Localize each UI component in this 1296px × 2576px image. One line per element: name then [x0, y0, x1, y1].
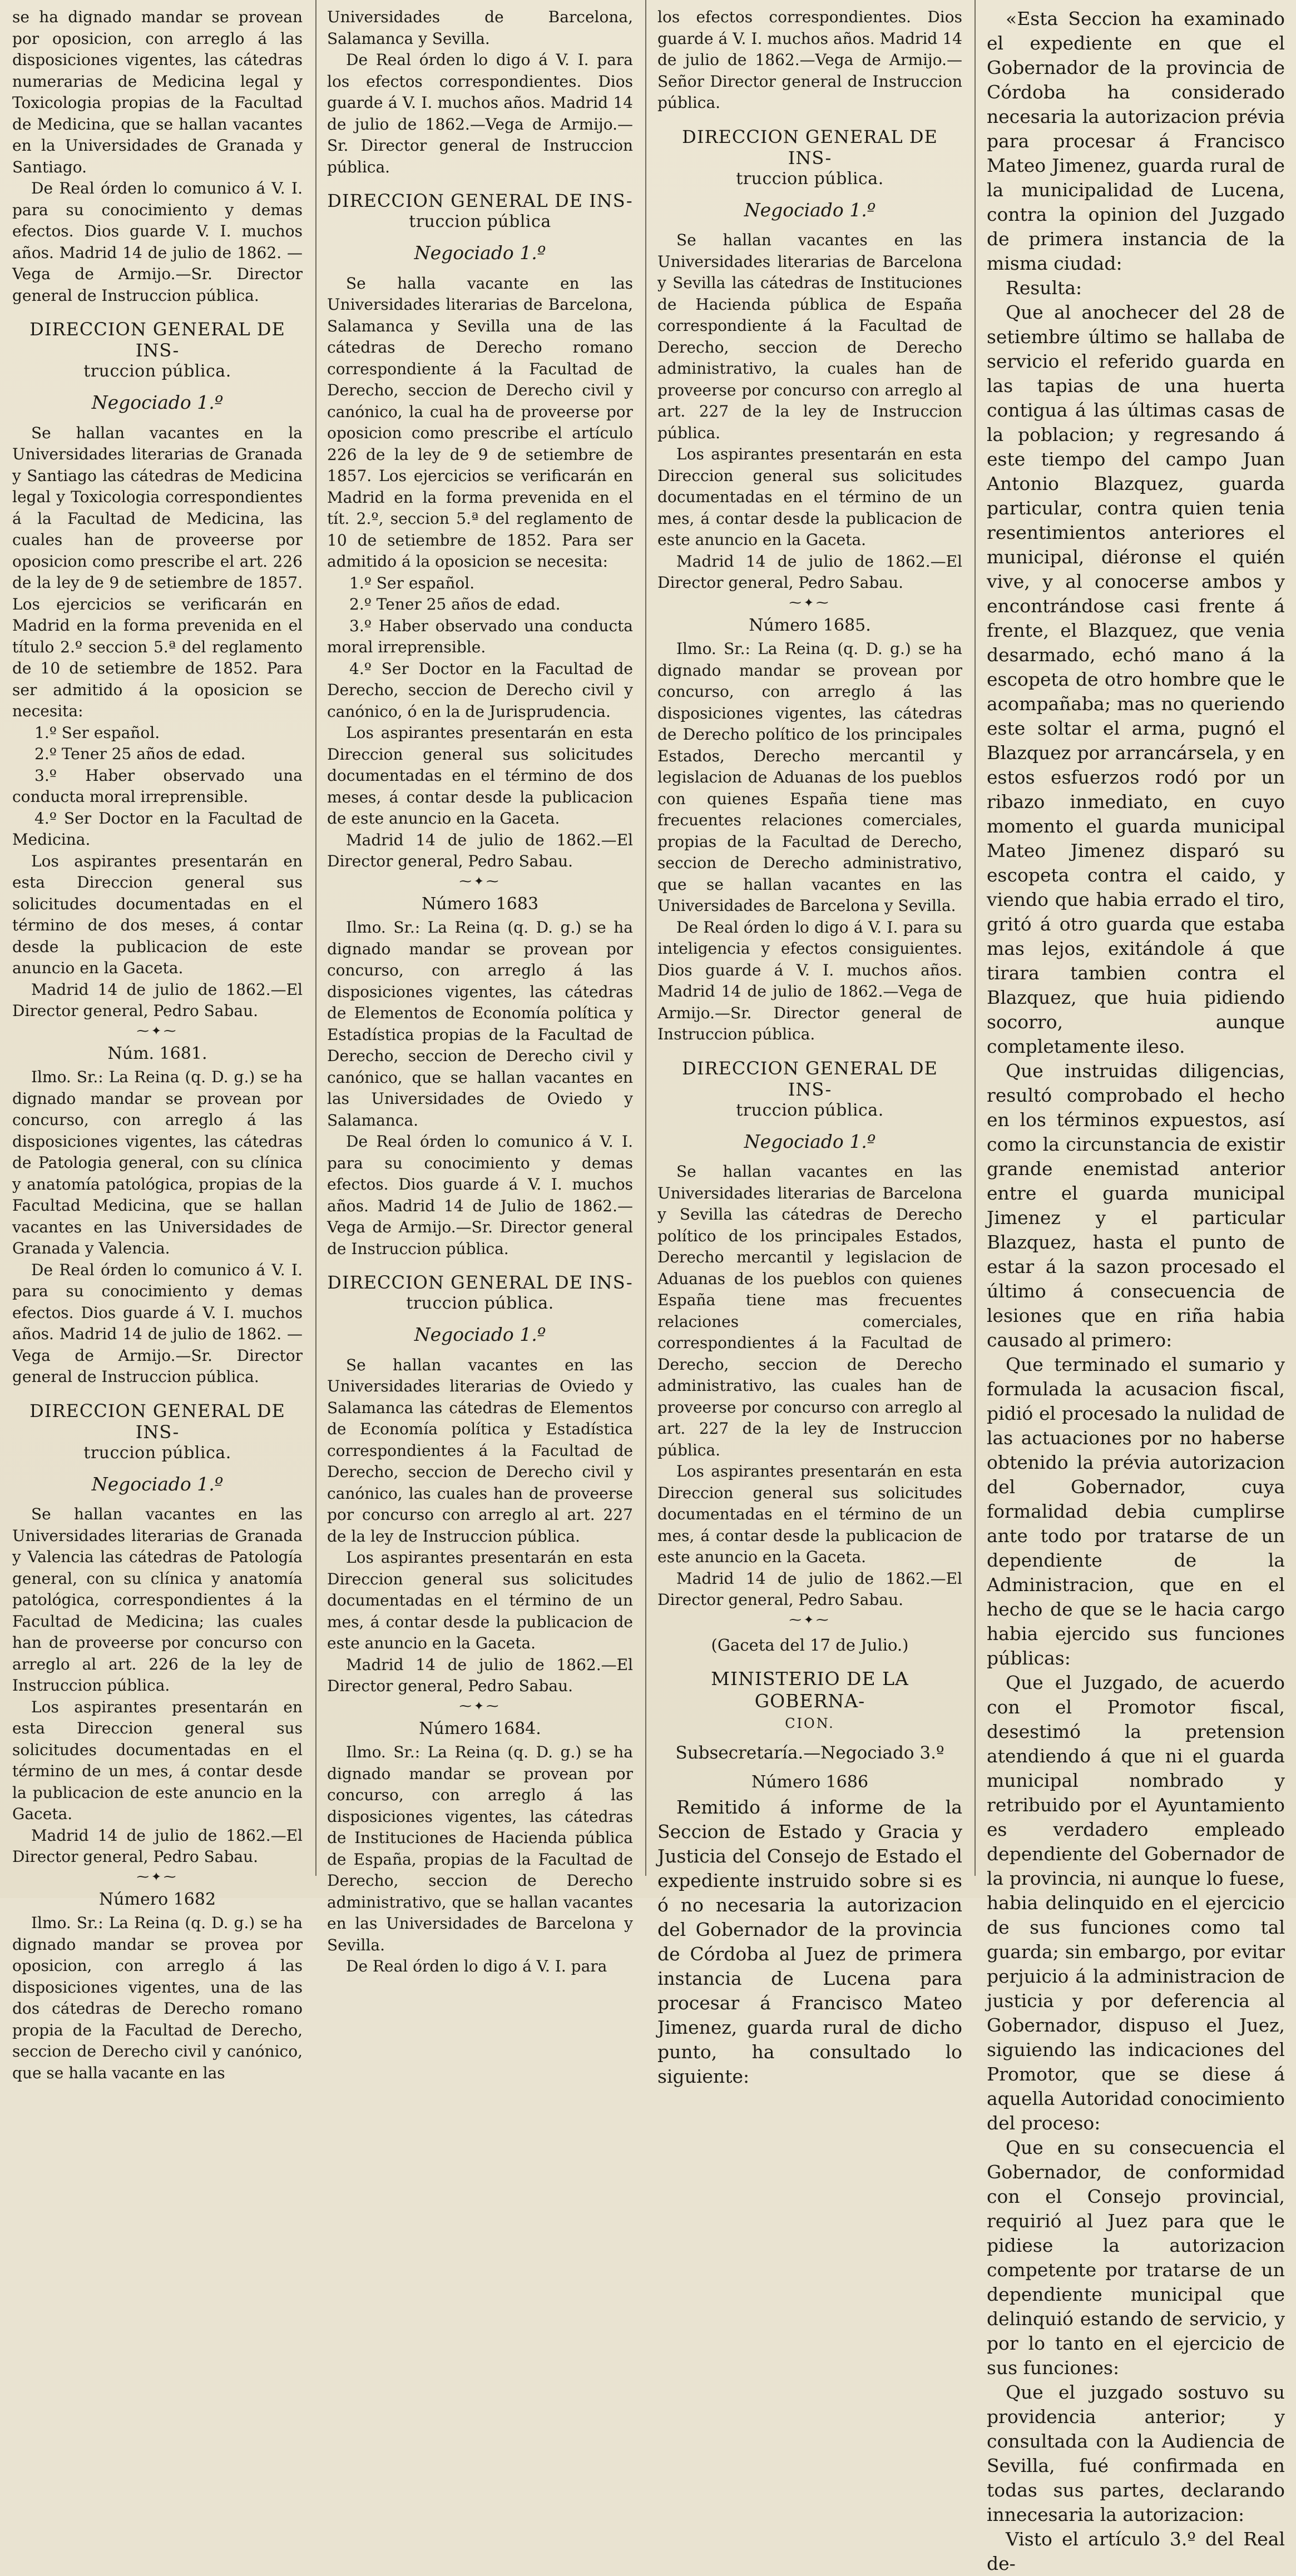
heading-subline: truccion pública. — [736, 169, 884, 189]
resulta-label: Resulta: — [1006, 277, 1082, 299]
signature-line: Madrid 14 de julio de 1862.—El Director general, Pedro Sabau. — [327, 830, 633, 870]
list-item: 4.º Ser Doctor en la Facultad de Medicina. — [12, 809, 303, 849]
ornament-rule: ⁓✦⁓ — [789, 1613, 831, 1627]
section-heading — [657, 126, 962, 190]
paragraph: De Real órden lo digo á V. I. para — [346, 1957, 607, 1975]
paragraph: «Esta Seccion ha examinado el expediente en que el Gobernador de la provincia de Córdoba ha considerado necesaria la autorizacion prévia para procesar á Francisco Mateo Jimenez, guarda rural de la municipalidad de Lucena, contra la opinion del Juzgado de primera instancia de la misma ciudad: — [987, 8, 1285, 274]
paragraph: Se halla vacante en las Universidades literarias de Barcelona, Salamanca y Sevilla una de las cátedras de Derecho romano correspondiente á la Facultad de Derecho, seccion de Derecho civil y canónico, la cual ha de proveerse por oposicion como prescribe el artículo 226 de la ley de 9 de setiembre de 1857. Los ejercicios se verificarán en Madrid en la forma prevenida en el tít. 2.º, seccion 5.ª del reglamento de 10 de setiembre de 1852. Para ser admitido á la oposicion se necesita: — [327, 274, 633, 571]
negociado-label: Negociado 1.º — [744, 199, 876, 221]
heading-line: DIRECCION GENERAL DE INS- — [682, 126, 938, 169]
paragraph: Se hallan vacantes en las Universidades literarias de Oviedo y Salamanca las cátedras de Elementos de Economía política y Estadística correspondientes á la Facultad de Derecho, seccion de Derecho civil y canónico, las cuales han de proveerse por concurso con arreglo al art. 227 de la ley de Instruccion pública. — [327, 1355, 633, 1545]
paragraph: Se hallan vacantes en las Universidades literarias de Granada y Valencia las cátedras de Patología general, con su clínica y anatomía patológica, correspondientes á la Facultad de Medicina; las cuales han de proveerse por concurso con arreglo al art. 226 de la ley de Instruccion pública. — [12, 1505, 303, 1695]
paragraph: se ha dignado mandar se provean por oposicion, con arreglo á las disposiciones vigentes, las cátedras numerarias de Medicina legal y Toxicologia propias de la Facultad de Medicina, que se hallan vacantes en la Universidades de Granada y Santiago. — [12, 8, 303, 176]
paragraph: De Real órden lo comunico á V. I. para su conocimiento y demas efectos. Dios guarde á V. I. muchos años. Madrid 14 de Julio de 1862.—Vega de Armijo.—Sr. Director general de Instruccion pública. — [327, 1132, 633, 1258]
paragraph: Ilmo. Sr.: La Reina (q. D. g.) se ha dignado mandar se provean por concurso, con arreglo á las disposiciones vigentes, las cátedras de Instituciones de Hacienda pública de España, propias de la Facultad de Derecho, seccion de Derecho administrativo, que se hallan vacantes en las Universidades de Barcelona y Sevilla. — [327, 1743, 633, 1954]
paragraph: Visto el artículo 3.º del Real de- — [987, 2528, 1285, 2574]
list-item: 3.º Haber observado una conducta moral irreprensible. — [12, 766, 303, 806]
negociado-label: Negociado 1.º — [414, 242, 546, 264]
heading-subline: CION. — [785, 1716, 835, 1731]
column-1 — [12, 7, 303, 2082]
paragraph: Se hallan vacantes en las Universidades literarias de Barcelona y Sevilla las cátedras de Instituciones de Hacienda pública de España correspondiente á la Facultad de Derecho, seccion de Derecho administrativo, la cuales han de proveerse por concurso con arreglo al art. 227 de la ley de Instruccion pública. — [657, 231, 962, 442]
list-item: 2.º Tener 25 años de edad. — [34, 745, 246, 763]
paragraph: Remitido á informe de la Seccion de Estado y Gracia y Justicia del Consejo de Estado el expediente instruido sobre si es ó no necesaria la autorizacion del Gobernador de la provincia de Córdoba al Juez de primera instancia de Lucena para procesar á Francisco Mateo Jimenez, guarda rural de dicho punto, ha consultado lo siguiente: — [657, 1796, 962, 2087]
paragraph: De Real órden lo comunico á V. I. para su conocimiento y demas efectos. Dios guarde á V. I. muchos años. Madrid 14 de julio de 1862. —Vega de Armijo.—Sr. Director general de Instruccion pública. — [12, 1260, 303, 1386]
paragraph: Se hallan vacantes en la Universidades literarias de Granada y Santiago las cátedras de Medicina legal y Toxicologia correspondientes á la Facultad de Medicina, las cuales han de proveerse por oposicion como prescribe el art. 226 de la ley de 9 de setiembre de 1857. Los ejercicios se verificarán en Madrid en la forma prevenida en el título 2.º seccion 5.ª del reglamento de 10 de setiembre de 1852. Para ser admitido á la oposicion se necesita: — [12, 423, 303, 720]
paragraph: De Real órden lo digo á V. I. para los efectos correspondientes. Dios guarde á V. I. muchos años. Madrid 14 de julio de 1862.—Vega de Armijo.—Sr. Director general de Instruccion pública. — [327, 51, 633, 176]
heading-line: DIRECCION GENERAL DE INS- — [327, 190, 633, 211]
paragraph: Los aspirantes presentarán en esta Direccion general sus solicitudes documentadas en el término de un mes, á contar desde la publicacion de este anuncio en la Gaceta. — [657, 1462, 962, 1566]
paragraph: Que el juzgado sostuvo su providencia anterior; y consultada con la Audiencia de Sevilla, fué confirmada en todas sus partes, declarando innecesaria la autorizacion: — [987, 2381, 1285, 2525]
signature-line: Madrid 14 de julio de 1862.—El Director general, Pedro Sabau. — [657, 1569, 962, 1609]
signature-line: Madrid 14 de julio de 1862.—El Director general, Pedro Sabau. — [657, 552, 962, 592]
column-2 — [327, 7, 633, 1975]
column-rule — [975, 0, 976, 1876]
paragraph: Que terminado el sumario y formulada la acusacion fiscal, pidió el procesado la nulidad de las actuaciones por no haberse obtenido la prévia autorizacion del Gobernador, cuya formalidad debia cumplirse ante todo por tratarse de un dependiente de la Administracion, que en el hecho de que se le hacia cargo habia ejercido sus funciones públicas: — [987, 1354, 1285, 1669]
section-heading — [327, 1272, 633, 1314]
list-item: 1.º Ser español. — [349, 573, 475, 592]
paragraph: Que el Juzgado, de acuerdo con el Promotor fiscal, desestimó la pretension atendiendo á que ni el guarda municipal nombrado y retribuido por el Ayuntamiento es verdadero empleado dependiente del Gobernador de la provincia, ni aunque lo fuese, habia delinquido en el ejercicio de sus funciones como tal guarda; sin embargo, por evitar perjuicio á la administracion de justicia y por deferencia al Gobernador, dispuso el Juez, siguiendo las indicaciones del Promotor, que se diese á aquella Autoridad conocimiento del proceso: — [987, 1672, 1285, 2134]
ministry-heading — [657, 1668, 962, 1735]
list-item: 3.º Haber observado una conducta moral irreprensible. — [327, 616, 633, 656]
ornament-rule: ⁓✦⁓ — [459, 1699, 501, 1713]
paragraph: Los aspirantes presentarán en esta Direccion general sus solicitudes documentadas en el término de dos meses, á contar desde la publicacion de este anuncio en la Gaceta. — [12, 851, 303, 977]
subsecretaria-label: Subsecretaría.—Negociado 3.º — [675, 1743, 944, 1763]
column-3 — [657, 7, 962, 2087]
paragraph: los efectos correspondientes. Dios guarde á V. I. muchos años. Madrid 14 de julio de 1862.—Vega de Armijo.—Señor Director general de Instruccion pública. — [657, 8, 962, 112]
section-heading — [327, 190, 633, 232]
section-heading — [12, 1400, 303, 1464]
paragraph: De Real órden lo digo á V. I. para su inteligencia y efectos consiguientes. Dios guarde á V. I. muchos años. Madrid 14 de julio de 1862.—Vega de Armijo.—Sr. Director general de Instruccion pública. — [657, 918, 962, 1043]
heading-subline: truccion pública. — [83, 1443, 231, 1463]
ornament-rule: ⁓✦⁓ — [789, 596, 831, 610]
paragraph: Se hallan vacantes en las Universidades literarias de Barcelona y Sevilla las cátedras de Derecho político de los principales Estados, Derecho mercantil y legislacion de Aduanas de los pueblos con quienes España tiene mas frecuentes relaciones comerciales, correspondientes á la Facultad de Derecho, seccion de Derecho administrativo, las cuales han de proveerse por concurso con arreglo al art. 227 de la ley de Instruccion pública. — [657, 1162, 962, 1459]
paragraph: Ilmo. Sr.: La Reina (q. D. g.) se ha dignado mandar se provean por concurso, con arreglo á las disposiciones vigentes, las cátedras de Elementos de Economía política y Estadística propias de la Facultad de Derecho, seccion de Derecho civil y canónico, que se hallan vacantes en las Universidades de Oviedo y Salamanca. — [327, 918, 633, 1130]
paragraph: Ilmo. Sr.: La Reina (q. D. g.) se ha dignado mandar se provea por oposicion, con arreglo á las disposiciones vigentes, una de las dos cátedras de Derecho romano propia de la Facultad de Derecho, seccion de Derecho civil y canónico, que se halla vacante en las — [12, 1914, 303, 2082]
heading-line: MINISTERIO DE LA GOBERNA- — [711, 1668, 909, 1712]
negociado-label: Negociado 1.º — [414, 1324, 546, 1345]
negociado-label: Negociado 1.º — [91, 392, 224, 413]
heading-subline: truccion pública. — [736, 1100, 884, 1120]
heading-line: DIRECCION GENERAL DE INS- — [327, 1272, 633, 1293]
decree-number: Número 1683 — [421, 894, 539, 914]
ornament-rule: ⁓✦⁓ — [136, 1024, 179, 1038]
decree-number: Número 1686 — [751, 1772, 869, 1792]
column-rule — [315, 0, 316, 1876]
list-item: 4.º Ser Doctor en la Facultad de Derecho, seccion de Derecho civil y canónico, ó en la de Jurisprudencia. — [327, 659, 633, 721]
paragraph: Ilmo. Sr.: La Reina (q. D. g.) se ha dignado mandar se provean por concurso, con arreglo á las disposiciones vigentes, las cátedras de Derecho político de los principales Estados, Derecho mercantil y legislacion de Aduanas de los pueblos con quienes España tiene mas frecuentes relaciones comerciales, propias de la Facultad de Derecho, seccion de Derecho administrativo, que se hallan vacantes en las Universidades de Barcelona y Sevilla. — [657, 640, 962, 915]
signature-line: Madrid 14 de julio de 1862.—El Director general, Pedro Sabau. — [327, 1655, 633, 1695]
heading-subline: truccion pública — [409, 212, 551, 231]
decree-number: Número 1682 — [98, 1889, 216, 1909]
list-item: 2.º Tener 25 años de edad. — [349, 595, 561, 613]
paragraph: Que al anochecer del 28 de setiembre último se hallaba de servicio el referido guarda en las tapias de una huerta contigua á las últimas casas de la poblacion; y regresando á este tiempo del campo Juan Antonio Blazquez, guarda particular, contra quien tenia resentimientos anteriores el municipal, diéronse el quién vive, y al conocerse ambos y encontrándose casi frente á frente, el Blazquez, que venia desarmado, echó mano á la escopeta de otro hombre que le acompañaba; mas no queriendo este soltar el arma, pugnó el Blazquez por arrancársela, y en estos esfuerzos rodó por un ribazo inmediato, en cuyo momento el guarda municipal Mateo Jimenez disparó su escopeta contra el caido, y viendo que habia errado el tiro, gritó á otro guarda que estaba mas lejos, exitándole á que tirara tambien contra el Blazquez, que huia pidiendo socorro, aunque completamente ileso. — [987, 301, 1285, 1057]
gaceta-date: (Gaceta del 17 de Julio.) — [711, 1635, 909, 1654]
section-heading — [657, 1058, 962, 1121]
signature-line: Madrid 14 de julio de 1862.—El Director general, Pedro Sabau. — [12, 980, 303, 1020]
column-rule — [645, 0, 646, 1876]
requirements-list — [12, 722, 303, 851]
paragraph: Los aspirantes presentarán en esta Direccion general sus solicitudes documentadas en el término de dos meses, á contar desde la publicacion de este anuncio en la Gaceta. — [327, 724, 633, 828]
heading-subline: truccion pública. — [83, 361, 231, 381]
heading-subline: truccion pública. — [406, 1294, 554, 1313]
decree-number: Núm. 1681. — [107, 1043, 207, 1063]
paragraph: Los aspirantes presentarán en esta Direccion general sus solicitudes documentadas en el término de un mes, á contar desde la publicacion de este anuncio en la Gaceta. — [657, 445, 962, 549]
negociado-label: Negociado 1.º — [744, 1130, 876, 1152]
section-heading — [12, 319, 303, 382]
requirements-list — [327, 573, 633, 723]
decree-number: Número 1684. — [419, 1718, 541, 1738]
column-4 — [987, 7, 1285, 2574]
paragraph: Que instruidas diligencias, resultó comprobado el hecho en los términos expuestos, así como la circunstancia de existir grande enemistad anterior entre el guarda municipal Jimenez y el particular Blazquez, hasta el punto de estar á la sazon procesado el último á consecuencia de lesiones que en riña habia causado al primero: — [987, 1060, 1285, 1351]
ornament-rule: ⁓✦⁓ — [459, 874, 501, 889]
decree-number: Número 1685. — [749, 615, 871, 635]
paragraph: Los aspirantes presentarán en esta Direccion general sus solicitudes documentadas en el término de un mes, á contar desde la publicacion de este anuncio en la Gaceta. — [327, 1548, 633, 1652]
paragraph: Que en su consecuencia el Gobernador, de conformidad con el Consejo provincial, requirió al Juez para que le pidiese la autorizacion competente por tratarse de un dependiente municipal que delinquió estando de servicio, y por lo tanto en el ejercicio de sus funciones: — [987, 2137, 1285, 2379]
signature-line: Madrid 14 de julio de 1862.—El Director general, Pedro Sabau. — [12, 1826, 303, 1866]
paragraph: Ilmo. Sr.: La Reina (q. D. g.) se ha dignado mandar se provean por concurso, con arreglo á las disposiciones vigentes, las cátedras de Patologia general, con su clínica y anatomía patológica, propias de la Facultad Medicina, que se hallan vacantes en las Universidades de Granada y Valencia. — [12, 1068, 303, 1257]
ornament-rule: ⁓✦⁓ — [136, 1870, 179, 1884]
heading-line: DIRECCION GENERAL DE INS- — [29, 1400, 285, 1443]
paragraph: Universidades de Barcelona, Salamanca y Sevilla. — [327, 8, 633, 48]
paragraph: De Real órden lo comunico á V. I. para su conocimiento y demas efectos. Dios guarde V. I. muchos años. Madrid 14 de julio de 1862. —Vega de Armijo.—Sr. Director general de Instruccion pública. — [12, 179, 303, 305]
list-item: 1.º Ser español. — [34, 723, 160, 742]
paragraph: Los aspirantes presentarán en esta Direccion general sus solicitudes documentadas en el término de un mes, á contar desde la publicacion de este anuncio en la Gaceta. — [12, 1697, 303, 1823]
heading-line: DIRECCION GENERAL DE INS- — [29, 319, 285, 361]
heading-line: DIRECCION GENERAL DE INS- — [682, 1057, 938, 1100]
negociado-label: Negociado 1.º — [91, 1473, 224, 1495]
